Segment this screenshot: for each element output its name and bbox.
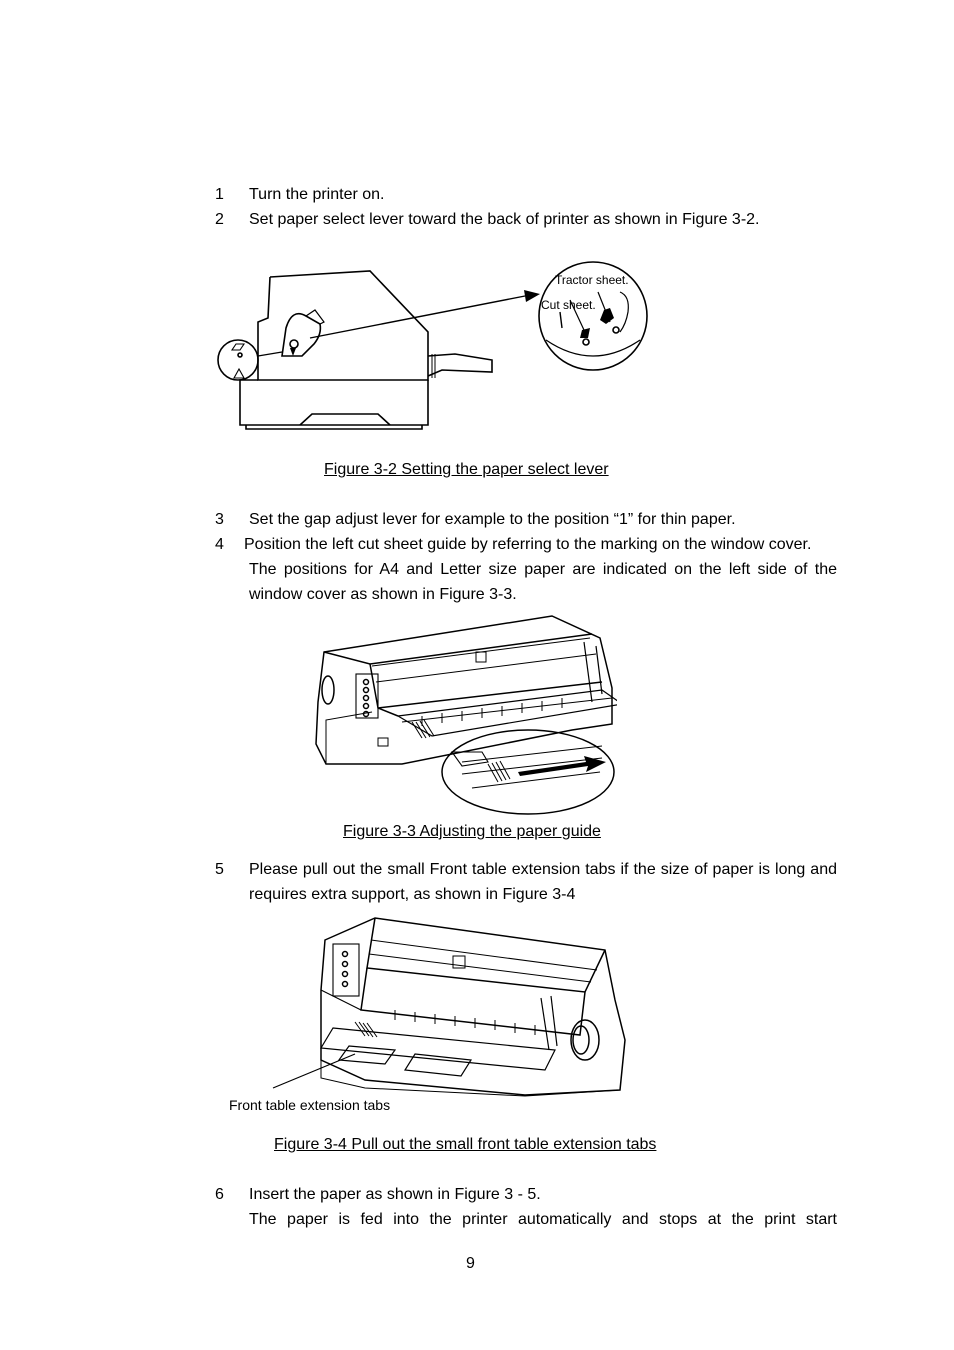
- step-3-number: 3: [215, 511, 224, 528]
- step-3-text: Set the gap adjust lever for example to the position “1” for thin paper.: [249, 511, 736, 528]
- step-6-continuation: The paper is fed into the printer automatically and stops at the print start: [249, 1211, 837, 1228]
- figure-3-2-caption: Figure 3-2 Setting the paper select lever: [324, 461, 609, 478]
- figure-3-2-illustration: [210, 252, 670, 437]
- step-6-text: Insert the paper as shown in Figure 3 - 5.: [249, 1186, 541, 1203]
- step-6-number: 6: [215, 1186, 224, 1203]
- page-number: 9: [466, 1255, 475, 1272]
- step-2-number: 2: [215, 211, 224, 228]
- step-1-number: 1: [215, 186, 224, 203]
- figure-3-3-illustration: [312, 612, 617, 817]
- step-4-continuation: The positions for A4 and Letter size paper are indicated on the left side of the window cover as shown in Figure 3-3.: [249, 561, 837, 603]
- step-4-text: Position the left cut sheet guide by referring to the marking on the window cover.: [244, 536, 812, 553]
- extension-tabs-callout-label: Front table extension tabs: [229, 1097, 391, 1113]
- figure-3-4-caption: Figure 3-4 Pull out the small front table extension tabs: [274, 1136, 657, 1153]
- figure-3-4-illustration: [225, 910, 630, 1102]
- step-4-number: 4: [215, 536, 224, 553]
- tractor-sheet-label: Tractor sheet.: [555, 273, 629, 287]
- step-5-number: 5: [215, 861, 224, 878]
- figure-3-3-caption: Figure 3-3 Adjusting the paper guide: [343, 823, 601, 840]
- step-1-text: Turn the printer on.: [249, 186, 385, 203]
- cut-sheet-label: Cut sheet.: [541, 298, 596, 312]
- step-2-text: Set paper select lever toward the back of printer as shown in Figure 3-2.: [249, 211, 760, 228]
- step-5-text: Please pull out the small Front table extension tabs if the size of paper is long and requires extra support, as shown in Figure 3-4: [249, 861, 837, 903]
